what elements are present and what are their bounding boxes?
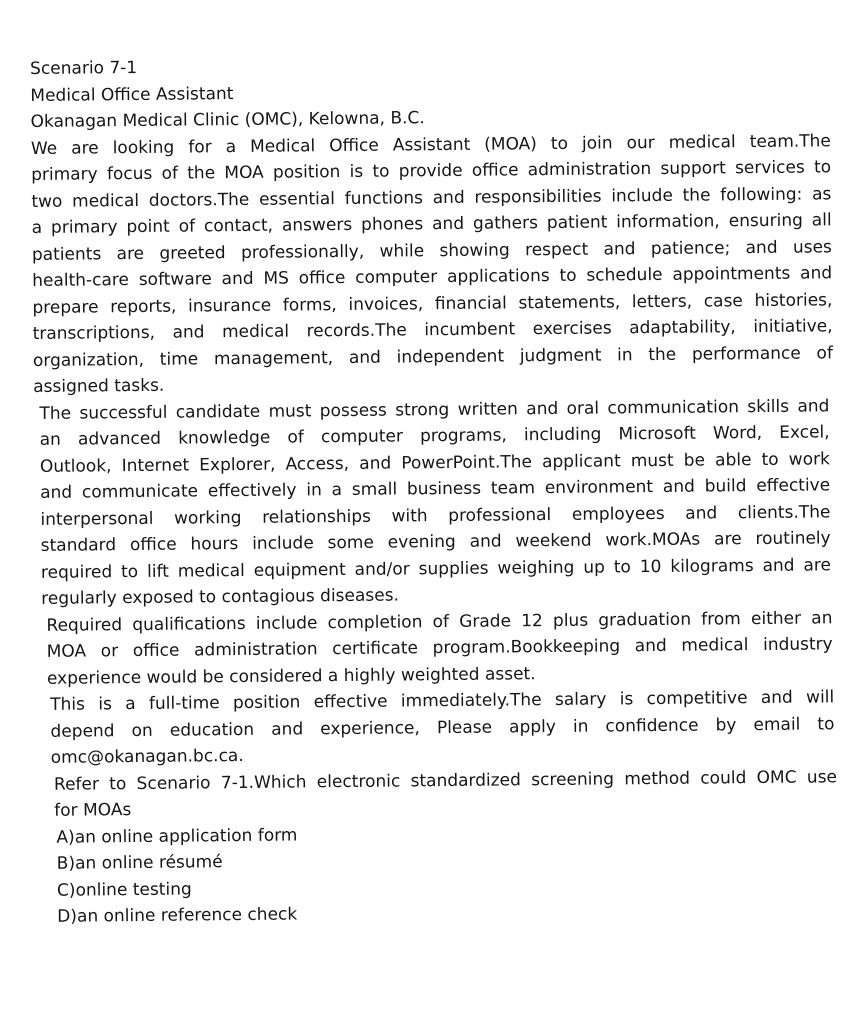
paragraph-line: a primary point of contact, answers phones and gathers patient information, ensuring all [31, 210, 832, 238]
paragraph-line: health-care software and MS office computer applications to schedule appointments and [32, 263, 833, 291]
question-line: Refer to Scenario 7-1.Which electronic standardized screening method could OMC use [53, 766, 838, 795]
paragraph-line: two medical doctors.The essential functions and responsibilities include the following: as [31, 183, 832, 212]
paragraph-line: and communicate effectively in a small business team environment and build effective [40, 475, 831, 503]
option-a: A)an online application form [56, 824, 298, 848]
option-d: D)an online reference check [57, 904, 298, 927]
option-c: C)online testing [56, 878, 192, 901]
paragraph-line: The successful candidate must possess strong written and oral communication skills and [39, 395, 830, 424]
contact-email: omc@okanagan.bc.ca. [50, 745, 244, 768]
paragraph-line: Outlook, Internet Explorer, Access, and PowerPoint.The applicant must be able to work [39, 448, 830, 477]
scenario-number: Scenario 7-1 [30, 57, 138, 79]
paragraph-line: depend on education and experience, Please apply in confidence by email to [50, 713, 835, 742]
paragraph-line: standard office hours include some evening and weekend work.MOAs are routinely [40, 528, 831, 556]
paragraph-line: Required qualifications include completion of Grade 12 plus graduation from either an [46, 607, 833, 636]
paragraph-line: transcriptions, and medical records.The incumbent exercises adaptability, initiative, [32, 316, 833, 344]
job-title: Medical Office Assistant [30, 83, 234, 106]
paragraph-line: organization, time management, and independent judgment in the performance of [32, 342, 833, 371]
paragraph-line: interpersonal working relationships with professional employees and clients.The [40, 501, 831, 530]
paragraph-line: We are looking for a Medical Office Assistant (MOA) to join our medical team.The [30, 130, 831, 159]
question-stem [54, 764, 837, 825]
paragraph-line: assigned tasks. [33, 375, 165, 397]
paragraph-line: required to lift medical equipment and/or supplies weighing up to 10 kilograms and are [40, 554, 832, 583]
scenario-header [30, 48, 831, 135]
paragraph-line: an advanced knowledge of computer programs, including Microsoft Word, Excel, [39, 422, 830, 450]
employer-name: Okanagan Medical Clinic (OMC), Kelowna, B.C. [30, 108, 425, 132]
paragraph-line: prepare reports, insurance forms, invoices, financial statements, letters, case histories, [32, 289, 833, 318]
paragraph-line: patients are greeted professionally, while showing respect and patience; and uses [31, 236, 832, 265]
scenario-document [30, 48, 838, 930]
paragraph-line: experience would be considered a highly weighted asset. [46, 663, 536, 689]
candidate-requirements-paragraph [39, 393, 831, 613]
qualifications-paragraph [46, 605, 833, 692]
position-details-paragraph [50, 684, 835, 771]
answer-options [56, 817, 838, 930]
option-b: B)an online résumé [56, 852, 223, 874]
paragraph-line: primary focus of the MOA position is to provide office administration support services to [31, 157, 832, 185]
question-line: for MOAs [54, 800, 132, 821]
paragraph-line: regularly exposed to contagious diseases. [41, 585, 400, 609]
paragraph-line: This is a full-time position effective immediately.The salary is competitive and will [50, 687, 835, 715]
paragraph-line: MOA or office administration certificate program.Bookkeeping and medical industry [46, 634, 833, 662]
job-description-paragraph [31, 128, 834, 401]
